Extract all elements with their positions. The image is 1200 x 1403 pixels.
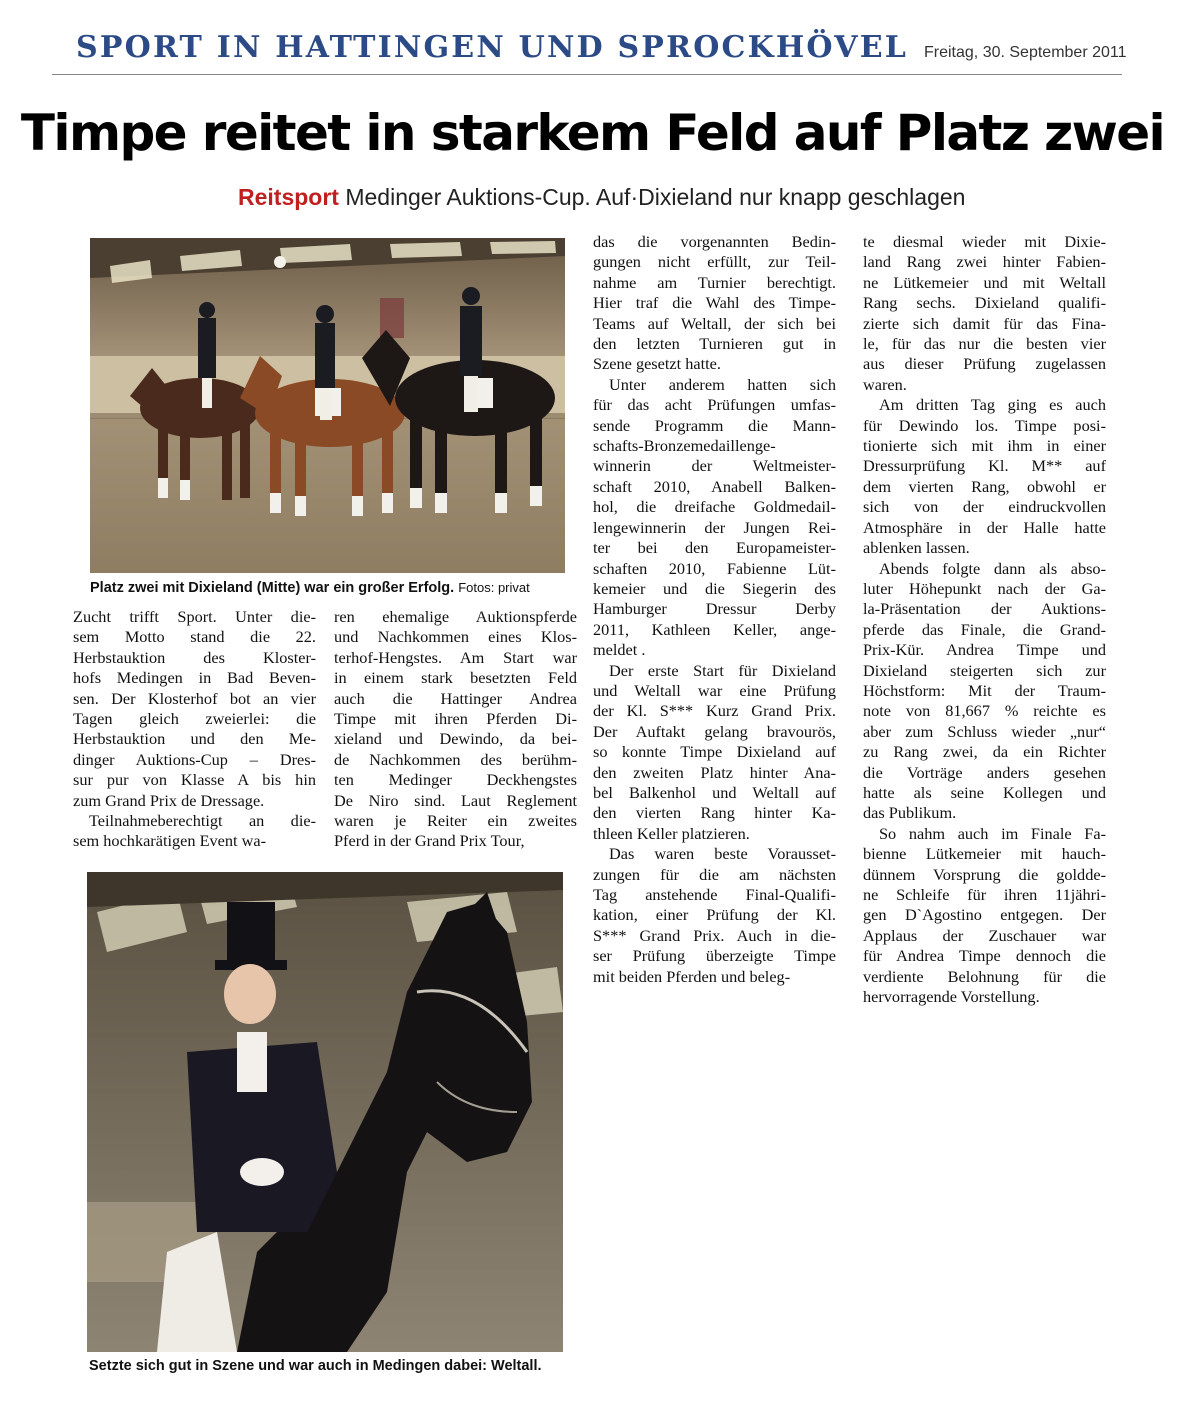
text-line: schaften 2010, Fabienne Lüt- [593,558,836,578]
text-line: das Publikum. [863,803,957,823]
text-line: hofs Medingen in Bad Beven- [73,668,316,688]
text-line: Teilnahmeberechtigt an die- [89,811,316,831]
text-line: Prix-Kür. Andrea Timpe und [863,640,1106,660]
photo1-caption-text: Platz zwei mit Dixieland (Mitte) war ein großer Erfolg. [90,580,455,596]
text-line: ten Medinger Deckhengstes [334,770,577,790]
text-line: und Weltall war eine Prüfung [593,680,836,700]
text-line: und Nachkommen eines Klos- [334,627,577,647]
text-line: Das waren beste Vorausset- [609,844,836,864]
text-line: So nahm auch im Finale Fa- [879,823,1106,843]
text-line: Tag anstehende Final-Qualifi- [593,885,836,904]
text-line: das die vorgenannten Bedin- [593,232,836,251]
text-line: für Dewindo los. Timpe posi- [863,415,1106,435]
text-line: de Nachkommen des berühm- [334,749,577,769]
text-line: meldet . [593,640,646,660]
text-line: den vierten Rang hinter Ka- [593,803,836,823]
text-line: waren. [863,374,907,394]
article-paragraph [863,395,1106,558]
text-line: den letzten Turnieren gut in [593,334,836,354]
text-line: für das acht Prüfungen umfas- [593,395,836,415]
text-line: sem Motto stand die 22. [73,627,316,647]
section-title: SPORT IN HATTINGEN UND SPROCKHÖVEL [76,30,909,65]
text-line: Der erste Start für Dixieland [609,660,836,680]
photo-three-riders [90,238,565,573]
text-line: Unter anderem hatten sich [609,374,836,394]
text-line: hervorragende Vorstellung. [863,987,1040,1007]
text-line: gen D`Agostino entgegen. Der [863,905,1106,925]
text-line: ne Lütkemeier und mit Weltall [863,272,1106,292]
text-line: kemeier und die Siegerin des [593,578,836,598]
article-column-2 [334,607,577,852]
article-paragraph [593,232,836,375]
masthead-rule [52,74,1122,75]
text-line: sur pur von Klasse A bis hin [73,770,316,790]
text-line: sich von der eindruckvollen [863,497,1106,517]
text-line: terhof-Hengstes. Am Start war [334,647,577,667]
text-line: Abends folgte dann als abso- [879,558,1106,578]
issue-date: Freitag, 30. September 2011 [924,44,1127,61]
text-line: sen. Der Klosterhof bot an vier [73,688,316,708]
text-line: le, für das nur die besten vier [863,334,1106,354]
text-line: Dressurprüfung Kl. M** auf [863,456,1106,476]
text-line: Pferd in der Grand Prix Tour, [334,831,525,851]
text-line: ren ehemalige Auktionspferde [334,607,577,626]
text-line: te diesmal wieder mit Dixie- [863,232,1106,251]
photo-credit: Fotos: privat [458,580,530,595]
text-line: Applaus der Zuschauer war [863,925,1106,945]
text-line: thleen Keller platzieren. [593,823,750,843]
text-line: Höchstform: Mit der Traum- [863,680,1106,700]
text-line: hatte als seine Kollegen und [863,782,1106,802]
article-column-4 [863,232,1106,1007]
text-line: Der Auftakt gelang bravourös, [593,721,836,741]
text-line: Rang sechs. Dixieland qualifi- [863,293,1106,313]
subline-text: Medinger Auktions-Cup. Auf·Dixieland nur knapp geschlagen [345,184,966,210]
text-line: zungen für die am nächsten [593,864,836,884]
text-line: winnerin der Weltmeister- [593,456,836,476]
text-line: note von 81,667 % reichte es [863,701,1106,721]
article-paragraph [593,375,836,661]
text-line: waren je Reiter ein zweites [334,811,577,831]
text-line: aber zum Schluss wieder „nur“ [863,721,1106,741]
article-paragraph [863,824,1106,1008]
text-line: Herbstauktion und den Me- [73,729,316,749]
text-line: sende Programm die Mann- [593,415,836,435]
text-line: dinger Auktions-Cup – Dres- [73,749,316,769]
rubric-kicker: Reitsport [238,184,339,210]
text-line: Am dritten Tag ging es auch [879,395,1106,415]
article-column-1 [73,607,316,852]
text-line: Atmosphäre in der Halle hatte [863,517,1106,537]
text-line: bienne Lütkemeier mit hauch- [863,844,1106,864]
text-line: land Rang zwei hinter Fabien- [863,252,1106,272]
text-line: S*** Grand Prix. Auch in die- [593,925,836,945]
text-line: bel Balkenhol und Weltall auf [593,782,836,802]
article-paragraph [863,559,1106,824]
text-line: die Vorträge anders gesehen [863,762,1106,782]
article-headline: Timpe reitet in starkem Feld auf Platz zwei [20,104,1165,162]
text-line: Teams auf Weltall, der sich bei [593,313,836,333]
photo2-caption: Setzte sich gut in Szene und war auch in Medingen dabei: Weltall. [89,1358,542,1374]
text-line: Herbstauktion des Kloster- [73,647,316,667]
text-line: xieland und Dewindo, da bei- [334,729,577,749]
article-paragraph [73,607,316,811]
text-line: in einem stark besetzten Feld [334,668,577,688]
text-line: schafts-Bronzemedaillenge- [593,436,776,456]
text-line: 2011, Kathleen Keller, ange- [593,619,836,639]
text-line: nahme am Turnier berechtigt. [593,272,836,292]
text-line: kation, einer Prüfung der Kl. [593,905,836,925]
text-line: pferde das Finale, die Grand- [863,619,1106,639]
text-line: ter bei den Europameister- [593,538,836,558]
text-line: Hamburger Dressur Derby [593,599,836,619]
text-line: dem vierten Rang, obwohl er [863,476,1106,496]
text-line: gungen nicht erfüllt, zur Teil- [593,252,836,272]
text-line: Tagen gleich zweierlei: die [73,709,316,729]
article-paragraph [863,232,1106,395]
text-line: Timpe mit ihren Pferden Di- [334,709,577,729]
text-line: tionierte sich mit ihm in einer [863,436,1106,456]
text-line: hol, die dreifache Goldmedail- [593,497,836,517]
text-line: so konnte Timpe Dixieland auf [593,742,836,762]
text-line: lengewinnerin der Jungen Rei- [593,517,836,537]
text-line: den zweiten Platz hinter Ana- [593,762,836,782]
article-subline [238,184,965,211]
text-line: verdiente Belohnung für die [863,966,1106,986]
text-line: zierte sich damit für das Fina- [863,313,1106,333]
text-line: für Andrea Timpe dennoch die [863,946,1106,966]
text-line: schaft 2010, Anabell Balken- [593,476,836,496]
article-paragraph [334,607,577,852]
text-line: zum Grand Prix de Dressage. [73,790,265,810]
text-line: ablenken lassen. [863,538,970,558]
text-line: dünnem Vorsprung die goldde- [863,864,1106,884]
text-line: ne Schleife für ihren 11jähri- [863,885,1106,904]
text-line: luter Höhepunkt nach der Ga- [863,578,1106,598]
text-line: Zucht trifft Sport. Unter die- [73,607,316,626]
article-paragraph [593,661,836,845]
photo1-caption [90,580,530,596]
text-line: Hier traf die Wahl des Timpe- [593,293,836,313]
article-paragraph [593,844,836,987]
text-line: De Niro sind. Laut Reglement [334,790,577,810]
text-line: Dixieland steigerten sich zur [863,660,1106,680]
text-line: ser Prüfung überzeigte Timpe [593,946,836,966]
article-paragraph [73,811,316,852]
three-riders-image [90,238,565,573]
article-column-3 [593,232,836,987]
text-line: mit beiden Pferden und beleg- [593,966,791,986]
text-line: auch die Hattinger Andrea [334,688,577,708]
text-line: sem hochkarätigen Event wa- [73,831,267,851]
text-line: der Kl. S*** Kurz Grand Prix. [593,701,836,721]
text-line: Szene gesetzt hatte. [593,354,721,374]
rider-weltall-image [87,872,563,1352]
text-line: la-Präsentation der Auktions- [863,599,1106,619]
text-line: aus dieser Prüfung zugelassen [863,354,1106,374]
text-line: zu Rang zwei, da ein Richter [863,742,1106,762]
photo-rider-weltall [87,872,563,1352]
